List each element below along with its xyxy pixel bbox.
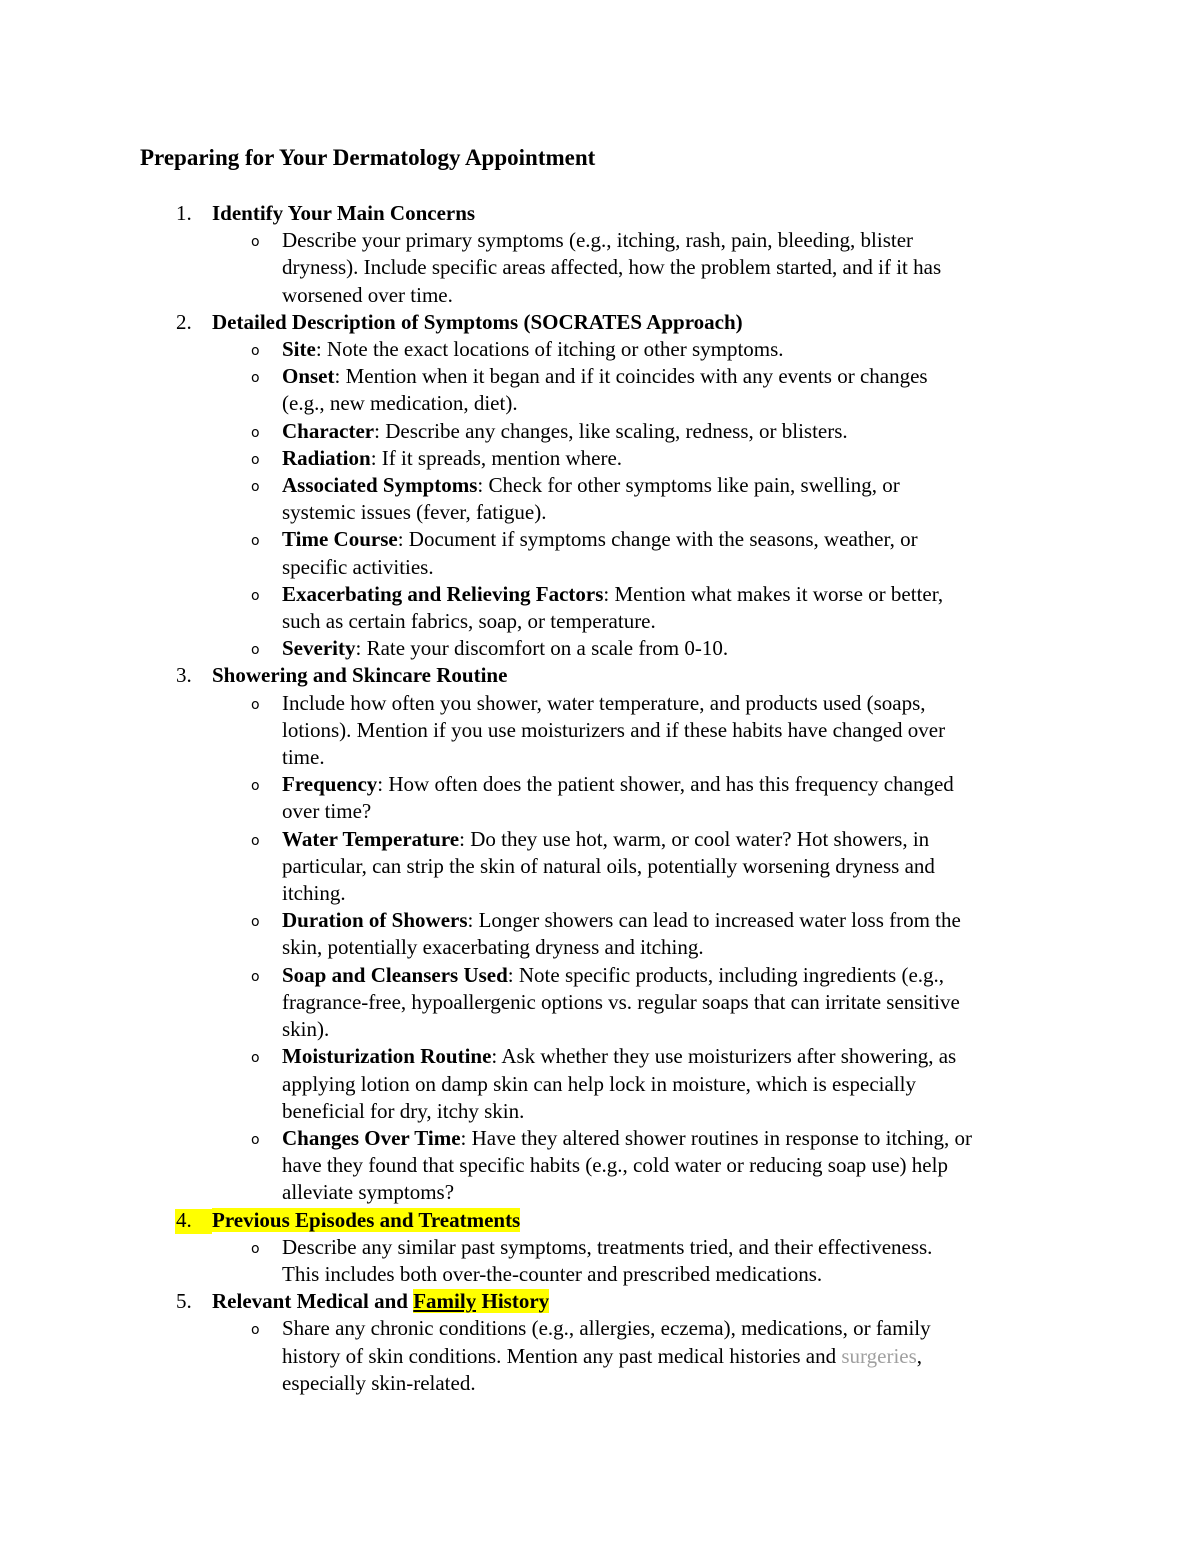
- bullet-text-line: itching.: [282, 881, 346, 906]
- bullet-item-associated-symptoms: [212, 472, 1067, 526]
- bullet-text-line: lotions). Mention if you use moisturizers and if these habits have changed over: [282, 717, 946, 742]
- bullet-item-severity: [212, 635, 1067, 662]
- bullet-label: Character: [282, 418, 375, 443]
- bullet-label: Exacerbating and Relieving Factors: [282, 581, 604, 606]
- bullet-text: : Check for other symptoms like pain, swelling, or: [477, 473, 900, 498]
- section-heading: [212, 1289, 549, 1313]
- bullet-marker-icon: o: [251, 479, 260, 496]
- bullet-text: : Longer showers can lead to increased water loss from the: [467, 908, 961, 933]
- bullet-text-line: Describe any similar past symptoms, treatments tried, and their effectiveness.: [282, 1234, 933, 1259]
- bullet-text-line: dryness). Include specific areas affected, how the problem started, and if it has: [282, 255, 942, 280]
- bullet-text-line: skin).: [282, 1017, 330, 1042]
- document-title: Preparing for Your Dermatology Appointment: [140, 145, 596, 170]
- bullet-text-line: especially skin-related.: [282, 1370, 476, 1395]
- bullet-text-line: skin, potentially exacerbating dryness and itching.: [282, 935, 704, 960]
- bullet-marker-icon: o: [251, 696, 260, 713]
- bullet-label: Frequency: [282, 772, 378, 797]
- bullet-marker-icon: o: [251, 642, 260, 659]
- bullet-text: : Mention what makes it worse or better,: [603, 581, 944, 606]
- bullet-text-line: Include how often you shower, water temperature, and products used (soaps,: [282, 690, 926, 715]
- section-4: [0, 1207, 1200, 1289]
- bullet-label: Site: [282, 337, 316, 362]
- section-heading: Detailed Description of Symptoms (SOCRATES Approach): [212, 309, 743, 334]
- bullet-item-time-course: [212, 526, 1067, 580]
- section-heading: Identify Your Main Concerns: [212, 201, 476, 225]
- section-number: 5.: [176, 1289, 192, 1314]
- bullet-marker-icon: o: [251, 343, 260, 360]
- bullet-text-line: (e.g., new medication, diet).: [282, 391, 518, 416]
- bullet-marker-icon: o: [251, 424, 260, 441]
- bullet-label: Radiation: [282, 445, 371, 470]
- bullet-text-line: fragrance-free, hypoallergenic options vs. regular soaps that can irritate sensitive: [282, 989, 960, 1014]
- bullet-text-muted: surgeries: [841, 1343, 917, 1368]
- heading-part: Relevant Medical and: [212, 1289, 414, 1314]
- section-heading: Showering and Skincare Routine: [212, 663, 508, 688]
- section-5: [0, 1288, 1200, 1397]
- bullet-marker-icon: o: [251, 587, 260, 604]
- bullet-text: : Mention when it began and if it coincides with any events or changes: [334, 364, 928, 389]
- bullet-item: [212, 690, 1067, 772]
- bullet-item-water-temperature: [212, 826, 1067, 908]
- bullet-item-moisturization: [212, 1043, 1067, 1125]
- bullet-text-line: beneficial for dry, itchy skin.: [282, 1098, 525, 1123]
- bullet-item-exacerbating-factors: [212, 581, 1067, 635]
- bullet-item-duration: [212, 907, 1067, 961]
- bullet-marker-icon: o: [251, 1131, 260, 1148]
- bullet-text-line: Describe your primary symptoms (e.g., itching, rash, pain, bleeding, blister: [282, 228, 914, 253]
- bullet-marker-icon: o: [251, 533, 260, 550]
- bullet-list: [212, 690, 1200, 1207]
- bullet-text-line: worsened over time.: [282, 282, 453, 307]
- bullet-item: [212, 227, 1067, 309]
- bullet-text-line: over time?: [282, 799, 372, 824]
- bullet-marker-icon: o: [251, 968, 260, 985]
- outline-list: [0, 200, 1200, 1397]
- bullet-marker-icon: o: [251, 370, 260, 387]
- bullet-label: Associated Symptoms: [282, 473, 478, 498]
- bullet-label: Time Course: [282, 527, 398, 552]
- bullet-text: history of skin conditions. Mention any past medical histories and: [282, 1343, 842, 1368]
- bullet-text-line: have they found that specific habits (e.g., cold water or reducing soap use) help: [282, 1153, 948, 1178]
- bullet-text: : Describe any changes, like scaling, redness, or blisters.: [374, 418, 848, 443]
- bullet-text-line: Share any chronic conditions (e.g., allergies, eczema), medications, or family: [282, 1316, 931, 1341]
- bullet-marker-icon: o: [251, 1322, 260, 1339]
- bullet-label: Onset: [282, 364, 335, 389]
- section-number: 1.: [176, 201, 192, 225]
- bullet-text: : Note specific products, including ingredients (e.g.,: [507, 962, 945, 987]
- bullet-marker-icon: o: [251, 1050, 260, 1067]
- bullet-list: [212, 1234, 1200, 1288]
- bullet-list: [212, 227, 1200, 309]
- bullet-marker-icon: o: [251, 451, 260, 468]
- section-1: [0, 200, 1200, 309]
- bullet-text-line: particular, can strip the skin of natural oils, potentially worsening dryness and: [282, 853, 935, 878]
- bullet-marker-icon: o: [251, 914, 260, 931]
- bullet-marker-icon: o: [251, 1240, 260, 1257]
- bullet-text-line: systemic issues (fever, fatigue).: [282, 500, 547, 525]
- bullet-list: [212, 1315, 1200, 1397]
- section-2: [0, 309, 1200, 663]
- bullet-text: ,: [916, 1343, 923, 1368]
- bullet-label: Soap and Cleansers Used: [282, 962, 508, 987]
- bullet-item-frequency: [212, 771, 1067, 825]
- bullet-text: : Rate your discomfort on a scale from 0-10.: [355, 636, 729, 661]
- heading-part-highlighted: Family: [413, 1289, 477, 1314]
- section-number: 2.: [176, 309, 192, 334]
- bullet-label: Duration of Showers: [282, 908, 468, 933]
- bullet-item: [212, 1315, 1067, 1397]
- bullet-text: : Have they altered shower routines in response to itching, or: [460, 1125, 972, 1150]
- section-3: [0, 662, 1200, 1206]
- section-number: 4.: [176, 1207, 192, 1232]
- bullet-label: Severity: [282, 636, 356, 661]
- section-heading: Previous Episodes and Treatments: [212, 1207, 521, 1232]
- bullet-item: [212, 1234, 1067, 1288]
- bullet-item-changes-over-time: [212, 1125, 1067, 1207]
- bullet-marker-icon: o: [251, 832, 260, 849]
- bullet-text: : Note the exact locations of itching or other symptoms.: [315, 337, 784, 362]
- heading-part-highlighted: History: [481, 1289, 550, 1314]
- bullet-item-character: [212, 418, 1067, 445]
- bullet-text: : Do they use hot, warm, or cool water? Hot showers, in: [459, 826, 930, 851]
- bullet-text: : Document if symptoms change with the seasons, weather, or: [397, 527, 918, 552]
- bullet-text-line: This includes both over-the-counter and prescribed medications.: [282, 1261, 823, 1286]
- bullet-text-line: alleviate symptoms?: [282, 1180, 455, 1205]
- bullet-label: Moisturization Routine: [282, 1044, 492, 1069]
- bullet-item-radiation: [212, 445, 1067, 472]
- bullet-text-line: specific activities.: [282, 554, 434, 579]
- bullet-text: : Ask whether they use moisturizers after showering, as: [491, 1044, 957, 1069]
- bullet-marker-icon: o: [251, 234, 260, 251]
- bullet-label: Changes Over Time: [282, 1125, 461, 1150]
- bullet-item-site: [212, 336, 1067, 363]
- bullet-text-line: time.: [282, 745, 325, 770]
- bullet-item-onset: [212, 363, 1067, 417]
- bullet-text-line: applying lotion on damp skin can help lock in moisture, which is especially: [282, 1071, 916, 1096]
- bullet-list: [212, 336, 1200, 662]
- bullet-item-soap-cleansers: [212, 962, 1067, 1044]
- bullet-text: : How often does the patient shower, and has this frequency changed: [377, 772, 954, 797]
- bullet-text: : If it spreads, mention where.: [370, 445, 623, 470]
- bullet-label: Water Temperature: [282, 826, 460, 851]
- bullet-text-line: such as certain fabrics, soap, or temperature.: [282, 609, 656, 634]
- section-number: 3.: [176, 663, 192, 688]
- bullet-marker-icon: o: [251, 778, 260, 795]
